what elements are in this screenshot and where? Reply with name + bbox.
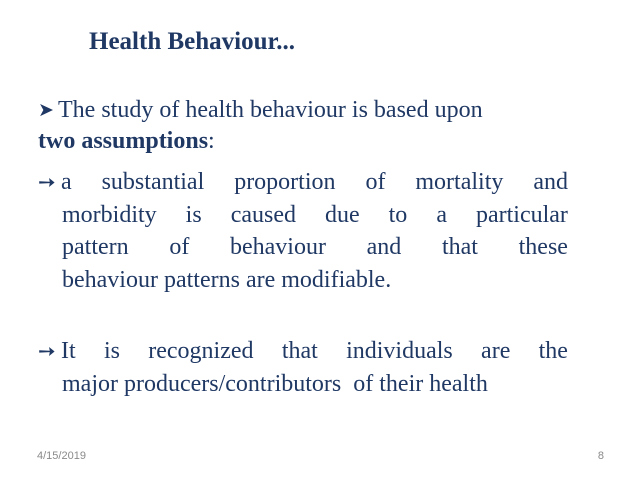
intro-bold-text: two assumptions bbox=[38, 128, 209, 154]
word: It bbox=[61, 338, 76, 364]
intro-text: The study of health behaviour is based upon bbox=[58, 97, 483, 123]
word: these bbox=[518, 234, 568, 260]
intro-line-1 bbox=[38, 95, 578, 126]
word: mortality bbox=[415, 169, 504, 195]
word: individuals bbox=[346, 338, 453, 364]
curved-arrow-icon: ➙ bbox=[38, 170, 56, 194]
word: substantial bbox=[101, 169, 205, 195]
word: a bbox=[436, 201, 447, 228]
slide-title: Health Behaviour... bbox=[89, 28, 296, 55]
word: of bbox=[169, 234, 190, 260]
word: proportion bbox=[234, 169, 336, 195]
sub-bullet-2-lead bbox=[38, 335, 76, 368]
word: is bbox=[185, 201, 202, 228]
sub-bullet-1-line-4 bbox=[38, 264, 568, 297]
word: morbidity bbox=[62, 201, 157, 228]
intro-paragraph bbox=[38, 95, 578, 157]
curved-arrow-icon: ➙ bbox=[38, 339, 56, 363]
word: are bbox=[481, 338, 511, 364]
word: the bbox=[538, 338, 568, 364]
sub-bullet-1-lead bbox=[38, 166, 72, 199]
sub-bullet-1 bbox=[38, 166, 568, 296]
sub-bullet-2-line-2 bbox=[38, 368, 568, 401]
word: due bbox=[324, 201, 360, 228]
word: is bbox=[103, 338, 120, 364]
footer-date: 4/15/2019 bbox=[37, 450, 86, 462]
intro-line-2 bbox=[38, 126, 578, 157]
word: a bbox=[61, 169, 72, 195]
word: recognized bbox=[148, 338, 254, 364]
word: that bbox=[441, 234, 478, 260]
sub-bullet-1-line-2 bbox=[38, 199, 568, 232]
word: caused bbox=[230, 201, 296, 228]
page-number: 8 bbox=[597, 450, 604, 462]
word: that bbox=[281, 338, 318, 364]
word: and bbox=[366, 234, 402, 260]
sub-bullet-2 bbox=[38, 335, 568, 400]
right-arrowhead-icon: ➤ bbox=[38, 100, 54, 121]
word: of bbox=[365, 169, 386, 195]
word: to bbox=[388, 201, 408, 228]
sub-bullet-2-last-line: major producers/contributors of their health bbox=[62, 370, 488, 397]
word: particular bbox=[475, 201, 568, 228]
sub-bullet-2-line-1 bbox=[38, 335, 568, 368]
sub-bullet-1-line-1 bbox=[38, 166, 568, 199]
intro-colon: : bbox=[208, 128, 215, 154]
word: pattern bbox=[62, 234, 129, 260]
sub-bullet-1-line-3 bbox=[38, 231, 568, 264]
word: behaviour bbox=[229, 234, 326, 260]
sub-bullet-1-last-line: behaviour patterns are modifiable. bbox=[62, 266, 392, 293]
word: and bbox=[533, 169, 568, 195]
